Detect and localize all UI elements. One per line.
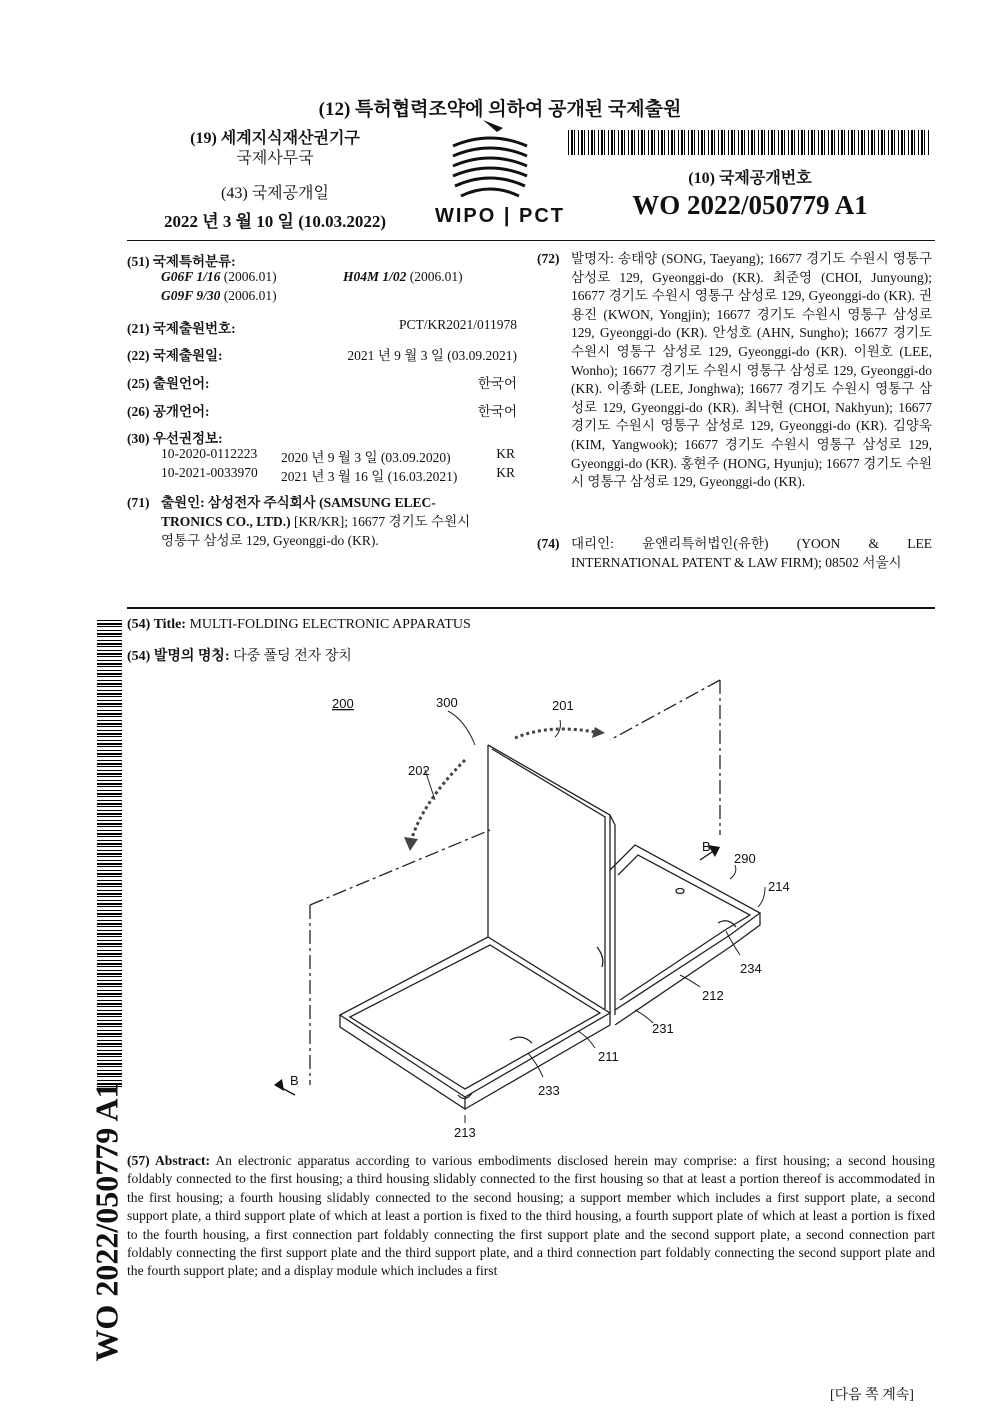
ipc-1: G06F 1/16 (2006.01): [161, 269, 277, 284]
org-line2: 국제사무국: [236, 150, 314, 167]
side-pub-no: WO 2022/050779 A1: [88, 1082, 125, 1362]
fig-label-200: 200: [332, 696, 354, 711]
fig-label-233: 233: [538, 1083, 560, 1098]
pub-date-label: (43) 국제공개일: [221, 185, 329, 202]
app-no: PCT/KR2021/011978: [398, 317, 517, 332]
priority-1: 10-2020-0112223 2020 년 9 월 3 일 (03.09.2020) KR: [161, 446, 515, 465]
pub-no-block: [600, 165, 900, 221]
org-name: [150, 129, 400, 169]
fig-label-212: 212: [702, 988, 724, 1003]
fig-label-231: 231: [652, 1021, 674, 1036]
top-barcode: [568, 130, 930, 155]
header-divider: [127, 240, 935, 241]
pub-no: WO 2022/050779 A1: [632, 190, 868, 220]
fig-label-211: 211: [598, 1049, 619, 1064]
fig-label-300: 300: [436, 695, 458, 710]
ipc-2: H04M 1/02 (2006.01): [343, 269, 463, 284]
ipc-label: (51) 국제특허분류:: [127, 254, 236, 269]
filing-date: 2021 년 9 월 3 일 (03.09.2021): [347, 348, 517, 363]
fig-label-b-top: B: [702, 839, 711, 854]
priority-2: 10-2021-0033970 2021 년 3 월 16 일 (16.03.2021) KR: [161, 465, 515, 484]
pub-lang-label: (26) 공개언어:: [127, 404, 210, 419]
filing-lang-label: (25) 출원언어:: [127, 376, 210, 391]
pub-date: 2022 년 3 월 10 일 (10.03.2022): [163, 212, 387, 231]
fig-label-b-bottom: B: [290, 1073, 299, 1088]
patent-figure: [260, 675, 800, 1145]
ipc-3: G09F 9/30 (2006.01): [161, 288, 277, 303]
inventors: (72) 발명자: 송태양 (SONG, Taeyang); 16677 경기도 수원시 영통구 삼성로 129, Gyeonggi-do (KR). 최준영 (CHOI, Junyoung); 16677 경기도 수원시 영통구 삼성로 129, Gyeonggi-do (KR). 권용진 (KWON, Yongjin); 16677 경기도 수원시 영통구 삼성로 129, Gyeonggi-do (KR). 안성호 (AHN, Sungho); 16677 경기도 수원시 영통구 삼성로 129, Gyeonggi-do (KR). 이원호 (LEE, Wonho); 16677 경기도 수원시 영통구 삼성로 129, Gyeonggi-do (KR). 이종화 (LEE, Jonghwa); 16677 경기도 수원시 영통구 삼성로 129, Gyeonggi-do (KR). 최낙현 (CHOI, Nakhyun); 16677 경기도 수원시 영통구 삼성로 129, Gyeonggi-do (KR). 김양욱 (KIM, Yangwook); 16677 경기도 수원시 영통구 삼성로 129, Gyeonggi-do (KR). 홍현주 (HONG, Hyunju); 16677 경기도 수원시 영통구 삼성로 129, Gyeonggi-do (KR).: [537, 251, 932, 490]
document-type: (12) 특허협력조약에 의하여 공개된 국제출원: [318, 99, 682, 120]
pub-lang: 한국어: [477, 404, 517, 419]
fig-label-213: 213: [454, 1125, 476, 1140]
continued-footer: [다음 쪽 계속]: [830, 1388, 914, 1403]
fig-label-214: 214: [768, 879, 790, 894]
filing-date-label: (22) 국제출원일:: [127, 348, 223, 363]
title-kr: (54) 발명의 명칭: 다중 폴딩 전자 장치: [127, 649, 352, 664]
priority-label: (30) 우선권정보:: [127, 431, 223, 446]
fig-label-202: 202: [408, 763, 430, 778]
abstract: (57) Abstract: An electronic apparatus according to various embodiments disclosed herein may comprise: a first housing; a second housing foldably connected to the first housing; a third housing slidably connected to the first housing so that at least a portion thereof is accommodated in the first housing; a fourth housing slidably connected to the second housing; a support member which includes a first support plate, a second support plate, a third support plate of which at least a portion is fixed to the third housing, a fourth support plate of which at least a portion is fixed to the fourth housing, a first connection part foldably connecting the first support plate and the second support plate, a second connection part foldably connecting the first support plate and the third support plate, and a third connection part foldably connecting the second support plate and the fourth support plate; and a display module which includes a first: [127, 1153, 935, 1279]
wipo-globe-logo: [445, 118, 535, 208]
bib-divider: [127, 607, 935, 609]
org-line1: (19) 세계지식재산권기구: [190, 130, 360, 147]
app-no-label: (21) 국제출원번호:: [127, 321, 236, 336]
agent: (74) 대리인: 윤앤리특허법인(유한) (YOON & LEE INTERNATIONAL PATENT & LAW FIRM); 08502 서울시: [537, 536, 932, 570]
pub-no-label: (10) 국제공개번호: [688, 170, 812, 187]
filing-lang: 한국어: [477, 376, 517, 391]
title-en: (54) Title: MULTI-FOLDING ELECTRONIC APPARATUS: [127, 617, 471, 632]
pub-date-block: [130, 180, 420, 232]
side-barcode: [97, 620, 122, 1090]
fig-label-201: 201: [552, 698, 574, 713]
applicant: (71) 출원인: 삼성전자 주식회사 (SAMSUNG ELEC- TRONICS CO., LTD.) [KR/KR]; 16677 경기도 수원시 영통구 삼성로 129, Gyeonggi-do (KR).: [127, 495, 471, 548]
wipo-pct-logo-text: WIPO | PCT: [434, 205, 566, 227]
fig-label-234: 234: [740, 961, 762, 976]
fig-label-290: 290: [734, 851, 756, 866]
